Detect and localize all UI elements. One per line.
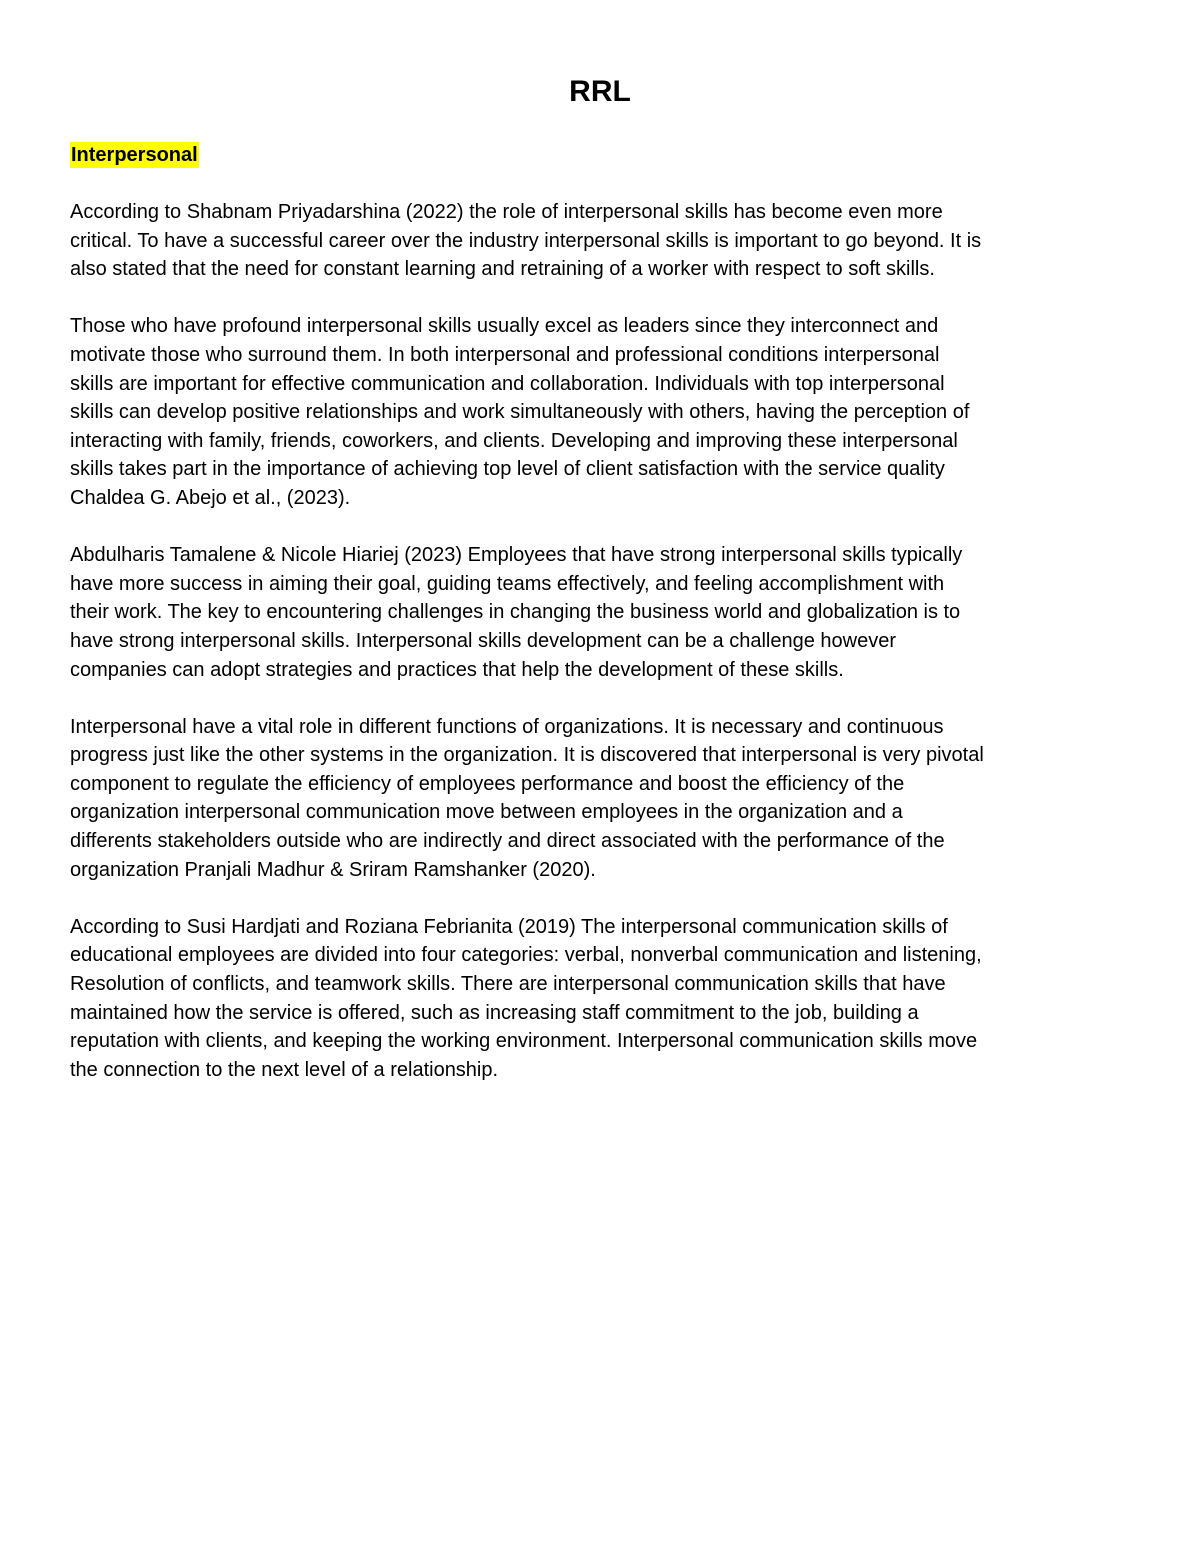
paragraph-line: Interpersonal have a vital role in different functions of organizations. It is necessary and continuous [70, 715, 944, 738]
document-title: RRL [569, 75, 631, 108]
paragraph-line: component to regulate the efficiency of employees performance and boost the efficiency of the [70, 772, 905, 795]
paragraph-line: differents stakeholders outside who are indirectly and direct associated with the performance of the [70, 830, 945, 853]
paragraph-line: skills are important for effective communication and collaboration. Individuals with top interpersonal [70, 372, 945, 395]
paragraph-line: organization interpersonal communication move between employees in the organization and a [70, 801, 903, 824]
paragraph-1 [70, 198, 1080, 284]
paragraph-line: educational employees are divided into four categories: verbal, nonverbal communication and listening, [70, 944, 982, 967]
paragraph-3 [70, 541, 1080, 684]
paragraph-line: Those who have profound interpersonal skills usually excel as leaders since they interconnect and [70, 315, 939, 338]
paragraph-line: skills takes part in the importance of achieving top level of client satisfaction with the service quality [70, 458, 945, 481]
paragraph-line: reputation with clients, and keeping the working environment. Interpersonal communication skills move [70, 1030, 978, 1053]
paragraph-line: the connection to the next level of a relationship. [70, 1058, 499, 1081]
paragraph-line: motivate those who surround them. In both interpersonal and professional conditions interpersonal [70, 343, 940, 366]
section-heading-highlighted: Interpersonal [71, 144, 198, 166]
paragraph-4 [70, 713, 1080, 885]
paragraph-line: organization Pranjali Madhur & Sriram Ramshanker (2020). [70, 858, 596, 881]
section-interpersonal [70, 142, 1080, 1084]
paragraph-line: According to Susi Hardjati and Roziana Febrianita (2019) The interpersonal communication skills of [70, 915, 948, 938]
paragraph-line: maintained how the service is offered, such as increasing staff commitment to the job, building a [70, 1001, 919, 1024]
paragraph-line: have more success in aiming their goal, guiding teams effectively, and feeling accomplishment with [70, 572, 945, 595]
paragraph-line: critical. To have a successful career over the industry interpersonal skills is important to go beyond. It is [70, 229, 982, 252]
paragraph-line: According to Shabnam Priyadarshina (2022) the role of interpersonal skills has become even more [70, 201, 943, 223]
paragraph-line: progress just like the other systems in the organization. It is discovered that interpersonal is very pivotal [70, 744, 984, 767]
paragraph-2 [70, 312, 1080, 512]
paragraph-line: companies can adopt strategies and practices that help the development of these skills. [70, 658, 844, 681]
paragraph-line: their work. The key to encountering challenges in changing the business world and globalization is to [70, 601, 961, 624]
paragraph-5 [70, 913, 1080, 1085]
paragraph-line: Chaldea G. Abejo et al., (2023). [70, 486, 351, 509]
paragraph-line: Resolution of conflicts, and teamwork skills. There are interpersonal communication skills that have [70, 973, 946, 996]
paragraph-line: Abdulharis Tamalene & Nicole Hiariej (2023) Employees that have strong interpersonal skills typically [70, 544, 963, 567]
paragraph-line: have strong interpersonal skills. Interpersonal skills development can be a challenge however [70, 629, 897, 652]
paragraph-line: interacting with family, friends, coworkers, and clients. Developing and improving these interpersonal [70, 429, 958, 452]
paragraph-line: skills can develop positive relationships and work simultaneously with others, having the perception of [70, 401, 970, 424]
paragraph-line: also stated that the need for constant learning and retraining of a worker with respect to soft skills. [70, 258, 935, 281]
